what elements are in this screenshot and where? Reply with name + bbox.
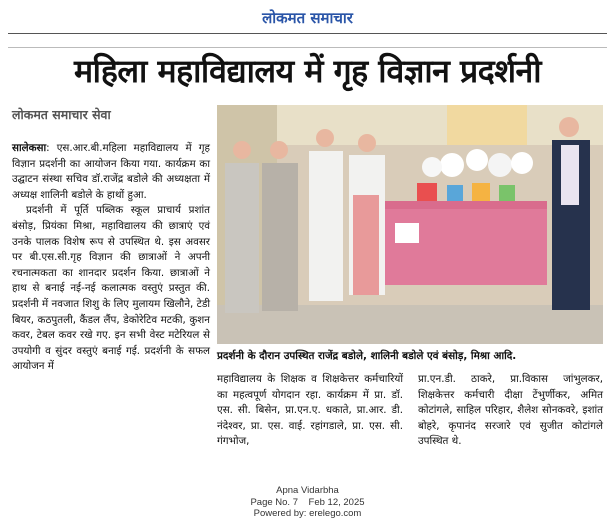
article-column-2	[217, 372, 403, 450]
footer-powered-by: Powered by: erelego.com	[253, 508, 362, 519]
paragraph-3: महाविद्यालय के शिक्षक व शिक्षकेत्तर कर्मचारियों का महत्वपूर्ण योगदान रहा. कार्यक्रम में प्रा. डॉ. एस. सी. बिसेन, प्रा.एन.ए. धकाते, प्रा.आर. डी. नंदेश्वर, प्रा. एस. वाई. रहांगडाले, प्रा. एस. सी. गंगभोज,	[217, 373, 403, 448]
paragraph-1: : एस.आर.बी.महिला महाविद्यालय में गृह विज्ञान प्रदर्शनी का आयोजन किया गया. कार्यक्रम का उद्घाटन संस्था सचिव डॉ.राजेंद्र बडोले की अध्यक्षता में अध्यक्ष शालिनी बडोले के हाथों हुआ.	[12, 142, 210, 201]
footer-page-date: Page No. 7 Feb 12, 2025	[250, 496, 365, 508]
headline-rule	[8, 47, 607, 48]
top-rule	[8, 33, 607, 34]
paragraph-2: प्रदर्शनी में पूर्ति पब्लिक स्कूल प्राचार्य प्रशांत बंसोड़, प्रियंका मिश्रा, महाविद्यालय की छात्राएं एवं उनके पालक विशेष रूप से उपस्थित थे. इस अवसर पर बी.एस.सी.गृह विज्ञान की छात्राओं ने अपनी रचनात्मकता का शानदार प्रदर्शन किया. छात्राओं ने हाथ से बनाई नई-नई कलात्मक वस्तुएं प्रस्तुत की. प्रदर्शनी में नवजात शिशु के लिए मुलायम खिलौने, टेडी बियर, कठपुतली, कैंडल लैंप, डेकोरेटिव मटकी, कुशन कवर, टेबल कवर रखे गए. इन सभी वेस्ट मटेरियल से उपयोगी व सुंदर वस्तुएं बनाई गई. प्रदर्शनी के सफल आयोजन में	[12, 204, 210, 373]
byline: लोकमत समाचार सेवा	[12, 107, 111, 122]
headline: महिला महाविद्यालय में गृह विज्ञान प्रदर्शनी	[73, 52, 542, 90]
dateline: सालेकसा	[12, 142, 47, 154]
paragraph-4: प्रा.एन.डी. ठाकरे, प्रा.विकास जांभुलकर, शिक्षकेत्तर कर्मचारी दीक्षा टेंभुर्णीकर, अमित कोटांगले, साहिल परिहार, शैलेश सोनकवरे, इशांत बोहरे, कृपानंद सरजारे एवं सुजीत कोटांगले उपस्थित थे.	[418, 373, 603, 448]
event-photo-illustration	[217, 105, 603, 344]
article-column-1	[12, 141, 210, 375]
page-footer	[0, 485, 615, 520]
photo-caption: प्रदर्शनी के दौरान उपस्थित राजेंद्र बडोले, शालिनी बडोले एवं बंसोड़, मिश्रा आदि.	[217, 350, 517, 362]
footer-publication: Apna Vidarbha	[276, 485, 339, 496]
event-photo	[217, 105, 603, 344]
article-column-3	[418, 372, 603, 450]
masthead: लोकमत समाचार	[262, 9, 353, 27]
